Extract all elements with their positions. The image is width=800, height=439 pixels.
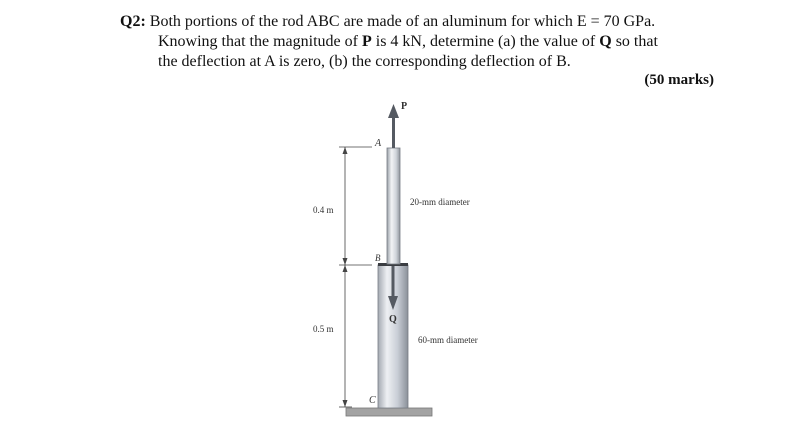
dimension-arrow-top-b [343,265,348,272]
dimension-arrow-top-a [343,147,348,154]
question-line-2-part-a: Knowing that the magnitude of [158,33,362,50]
symbol-p: P [361,33,372,50]
label-c: C [369,395,376,406]
label-diameter-bc: 60-mm diameter [418,335,478,345]
question-line-3: the deflection at A is zero, (b) the corresponding deflection of B. [158,53,571,70]
label-length-bc: 0.5 m [313,324,334,334]
load-p-arrowhead [388,104,399,118]
rod-portion-ab [387,148,400,264]
marks-label: (50 marks) [644,72,714,88]
question-line-2-part-b: is 4 kN, determine (a) the value of [371,33,600,50]
dimension-arrow-bottom-b [343,258,348,265]
label-diameter-ab: 20-mm diameter [410,197,470,207]
question-line-2-part-c: so that [611,33,658,50]
label-a: A [375,138,382,149]
dimension-arrow-bottom-c [343,400,348,407]
question-number: Q2: [120,13,146,30]
label-b: B [375,253,381,263]
symbol-q: Q [599,33,612,50]
question-line-1-text: Both portions of the rod ABC are made of an aluminum for which E = 70 GPa. [145,13,656,30]
ground-base [346,408,432,416]
label-p: P [401,101,408,112]
label-q: Q [389,314,397,325]
label-length-ab: 0.4 m [313,205,334,215]
